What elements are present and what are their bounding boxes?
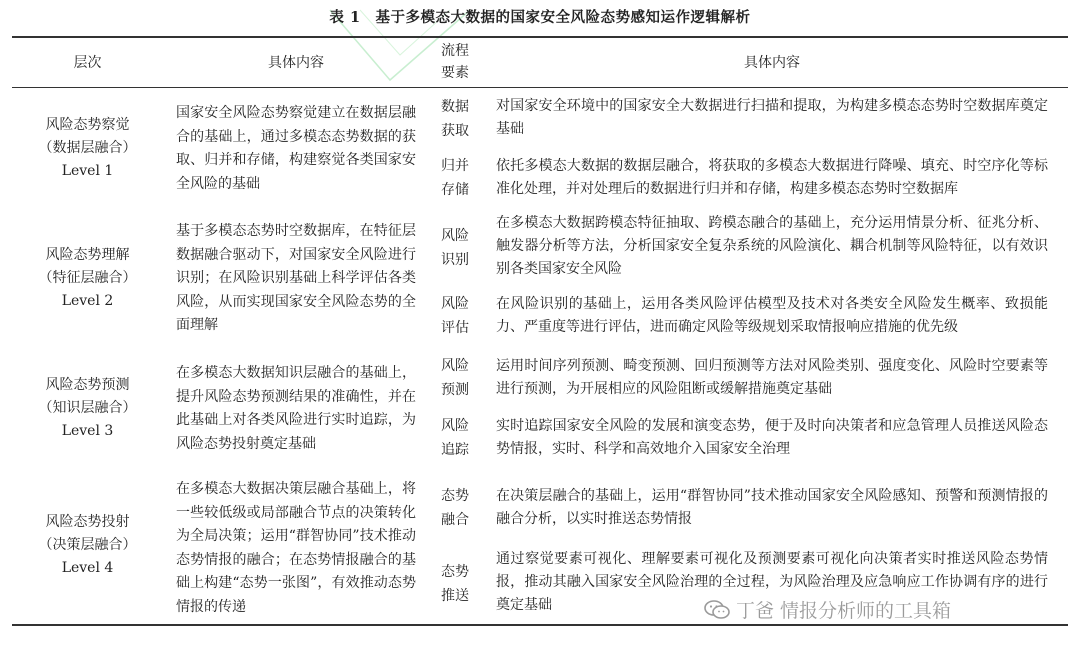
- row-3-name: 风险态势预测: [45, 377, 130, 393]
- row-1-content: 国家安全风险态势察觉建立在数据层融合的基础上，通过多模态态势数据的获取、归并和存储，构建察觉各类国家安全风险的基础: [176, 105, 416, 192]
- row-3-element-1-line2: 预测: [441, 382, 469, 398]
- row-1-detail-1: 对国家安全环境中的国家安全大数据进行扫描和提取，为构建多模态态势时空数据库奠定基础: [496, 98, 1048, 137]
- row-2-level-label: Level 2: [61, 293, 114, 309]
- row-3-level-label: Level 3: [61, 423, 114, 439]
- row-2-element-2-line2: 评估: [441, 320, 469, 336]
- header-rule: [12, 87, 1068, 88]
- top-rule: [12, 36, 1068, 38]
- header-detail: 具体内容: [744, 55, 800, 71]
- header-element-line2: 要素: [441, 65, 469, 81]
- row-1-element-1: [432, 95, 478, 143]
- row-1-level-label: Level 1: [61, 163, 114, 179]
- row-4-element-1: [432, 484, 478, 532]
- row-4-content: 在多模态大数据决策层融合基础上，将一些较低级或局部融合节点的决策转化为全局决策；运用“群智协同”技术推动态势情报的融合；在态势情报融合的基础上构建“态势一张图”，有效推动态势情报的传递: [176, 481, 416, 615]
- row-3-layer: （知识层融合）: [38, 400, 137, 416]
- row-3-level: [30, 374, 145, 443]
- watermark-text: 丁爸 情报分析师的工具箱: [736, 600, 952, 622]
- row-3-element-2-line1: 风险: [441, 418, 469, 434]
- row-3-detail-1: 运用时间序列预测、畸变预测、回归预测等方法对风险类别、强度变化、风险时空要素等进行预测，为开展相应的风险阻断或缓解措施奠定基础: [496, 358, 1048, 397]
- row-3-element-1: [432, 354, 478, 402]
- row-3-element-2: [432, 414, 478, 462]
- table-title: 表 1 基于多模态大数据的国家安全风险态势感知运作逻辑解析: [329, 9, 751, 26]
- watermark: [704, 596, 951, 623]
- row-1-element-2: [432, 154, 478, 202]
- row-3-element-1-line1: 风险: [441, 358, 469, 374]
- row-4-element-2-line1: 态势: [441, 564, 469, 580]
- row-1-element-1-line1: 数据: [441, 99, 469, 115]
- row-1-element-2-line1: 归并: [441, 158, 469, 174]
- row-2-level: [30, 244, 145, 313]
- header-level: 层次: [73, 55, 102, 71]
- row-4-element-1-line1: 态势: [441, 488, 469, 504]
- header-element: [432, 40, 478, 84]
- row-3-detail-2: 实时追踪国家安全风险的发展和演变态势，便于及时向决策者和应急管理人员推送风险态势情报，实时、科学和高效地介入国家安全治理: [496, 418, 1048, 457]
- row-2-detail-2: 在风险识别的基础上，运用各类风险评估模型及技术对各类安全风险发生概率、致损能力、严重度等进行评估，进而确定风险等级规划采取情报响应措施的优先级: [496, 296, 1048, 335]
- row-1-layer: （数据层融合）: [38, 140, 137, 156]
- row-2-element-1-line2: 识别: [441, 252, 469, 268]
- row-2-element-1: [432, 224, 478, 272]
- row-1-level: [30, 114, 145, 183]
- row-4-level: [30, 511, 145, 580]
- header-element-line1: 流程: [441, 43, 469, 59]
- row-1-element-2-line2: 存储: [441, 182, 469, 198]
- row-2-content: 基于多模态态势时空数据库，在特征层数据融合驱动下，对国家安全风险进行识别；在风险识别基础上科学评估各类风险，从而实现国家安全风险态势的全面理解: [176, 223, 416, 333]
- row-4-name: 风险态势投射: [45, 514, 130, 530]
- row-4-detail-1: 在决策层融合的基础上，运用“群智协同”技术推动国家安全风险感知、预警和预测情报的融合分析，以实时推送态势情报: [496, 488, 1048, 527]
- row-2-detail-1: 在多模态大数据跨模态特征抽取、跨模态融合的基础上，充分运用情景分析、征兆分析、触发器分析等方法，分析国家安全复杂系统的风险演化、耦合机制等风险特征，以有效识别各类国家安全风险: [496, 215, 1048, 277]
- row-2-name: 风险态势理解: [45, 247, 130, 263]
- row-4-element-2-line2: 推送: [441, 588, 469, 604]
- row-2-element-2: [432, 292, 478, 340]
- row-4-element-1-line2: 融合: [441, 512, 469, 528]
- row-2-element-1-line1: 风险: [441, 228, 469, 244]
- row-1-element-1-line2: 获取: [441, 123, 469, 139]
- row-1-name: 风险态势察觉: [45, 117, 130, 133]
- bottom-rule: [12, 624, 1068, 626]
- row-3-content: 在多模态大数据知识层融合的基础上，提升风险态势预测结果的准确性，并在此基础上对各类风险进行实时追踪，为风险态势投射奠定基础: [176, 365, 416, 452]
- row-1-detail-2: 依托多模态大数据的数据层融合，将获取的多模态大数据进行降噪、填充、时空序化等标准化处理，并对处理后的数据进行归并和存储，构建多模态态势时空数据库: [496, 158, 1048, 197]
- header-content: 具体内容: [268, 55, 324, 71]
- row-2-layer: （特征层融合）: [38, 270, 137, 286]
- row-4-level-label: Level 4: [61, 560, 114, 576]
- row-3-element-2-line2: 追踪: [441, 442, 469, 458]
- row-2-element-2-line1: 风险: [441, 296, 469, 312]
- row-4-layer: （决策层融合）: [38, 537, 137, 553]
- row-4-element-2: [432, 560, 478, 608]
- row-4-detail-2: 通过察觉要素可视化、理解要素可视化及预测要素可视化向决策者实时推送风险态势情报，推动其融入国家安全风险治理的全过程，为风险治理及应急响应工作协调有序的进行奠定基础: [496, 551, 1048, 613]
- wechat-icon: [704, 600, 730, 620]
